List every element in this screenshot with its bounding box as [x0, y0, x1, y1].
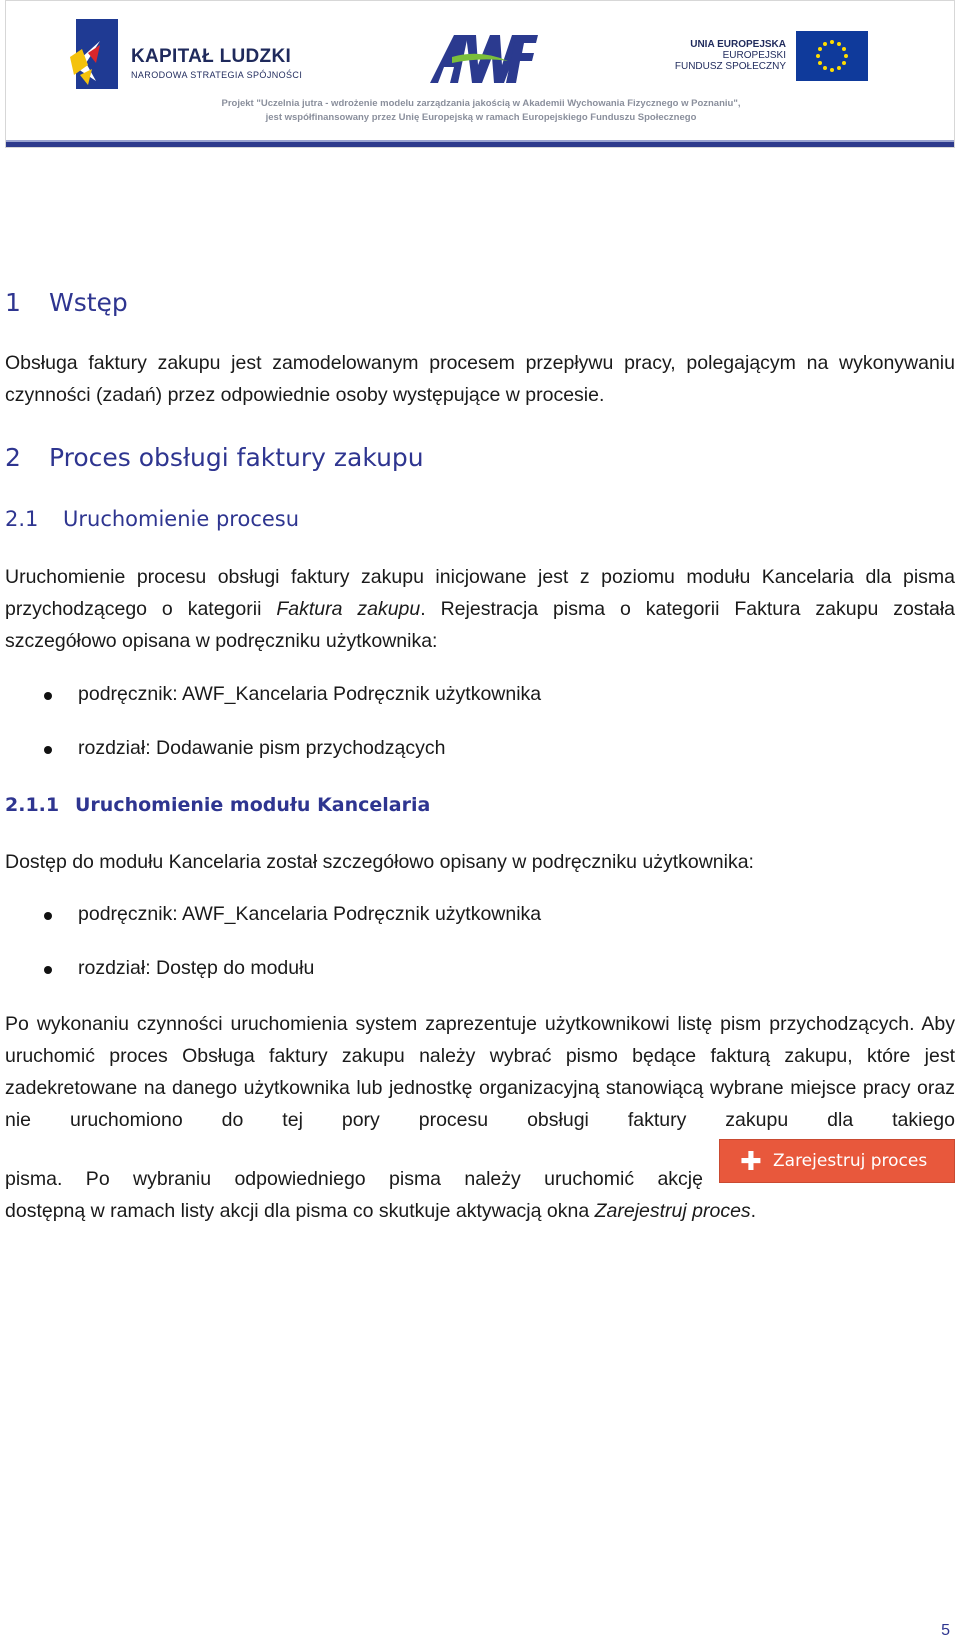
project-line-2: jest współfinansowany przez Unię Europejską w ramach Europejskiego Funduszu Społecznego	[265, 112, 697, 123]
heading-number: 2.1	[5, 507, 39, 531]
bullet-icon	[44, 966, 52, 974]
heading-uruchomienie-procesu	[5, 507, 299, 531]
kapital-ludzki-subtitle: NARODOWA STRATEGIA SPÓJNOŚCI	[131, 70, 303, 80]
list-item-text: podręcznik: AWF_Kancelaria Podręcznik użytkownika	[78, 683, 542, 705]
eu-union-label: UNIA EUROPEJSKA	[690, 39, 786, 50]
heading-title: Proces obsługi faktury zakupu	[49, 443, 424, 472]
heading-proces	[5, 443, 424, 472]
paragraph-intro: Obsługa faktury zakupu jest zamodelowanym procesem przepływu pracy, polegającym na wykonywaniu czynności (zadań) przez odpowiednie osoby występujące w procesie.	[5, 352, 955, 406]
paragraph-akcja-line2	[5, 1195, 955, 1227]
heading-uruchomienie-modulu	[5, 794, 430, 816]
paragraph-text: .	[750, 1200, 757, 1222]
paragraph-dostep: Dostęp do modułu Kancelaria został szczegółowo opisany w podręczniku użytkownika:	[5, 851, 754, 873]
header-banner	[5, 0, 955, 148]
paragraph-text: dostępną w ramach listy akcji dla pisma co skutkuje aktywacją okna	[5, 1200, 595, 1222]
list-item-text: rozdział: Dostęp do modułu	[78, 957, 315, 979]
eu-flag-icon	[796, 31, 868, 81]
paragraph-uruchomienie	[5, 561, 955, 657]
heading-number: 1	[5, 288, 21, 317]
awf-logo	[430, 31, 538, 86]
bullet-icon	[44, 692, 52, 700]
bullet-icon	[44, 912, 52, 920]
category-name: Faktura zakupu	[276, 598, 421, 620]
button-label: Zarejestruj proces	[773, 1151, 928, 1171]
eu-fund-label-2: FUNDUSZ SPOŁECZNY	[674, 61, 786, 72]
window-name: Zarejestruj proces	[594, 1200, 751, 1222]
heading-title: Uruchomienie procesu	[63, 507, 300, 531]
list-item-text: podręcznik: AWF_Kancelaria Podręcznik użytkownika	[78, 903, 542, 925]
zarejestruj-proces-button[interactable]	[719, 1139, 955, 1183]
heading-wstep	[5, 288, 128, 317]
kapital-ludzki-logo	[66, 19, 122, 89]
paragraph-text: . Rejestracja pisma o kategorii Faktura zakupu została szczegółowo opisana w podręczniku użytkownika:	[5, 598, 955, 652]
bullet-icon	[44, 746, 52, 754]
page-number: 5	[941, 1622, 950, 1639]
paragraph-akcja-line1: pisma. Po wybraniu odpowiedniego pisma należy uruchomić akcję	[5, 1168, 703, 1190]
paragraph-text: Uruchomienie procesu obsługi faktury zakupu inicjowane jest z poziomu modułu Kancelaria dla pisma przychodzącego o kategorii	[5, 566, 955, 620]
eu-fund-label-1: EUROPEJSKI	[722, 50, 786, 61]
heading-number: 2	[5, 443, 21, 472]
project-line-1: Projekt "Uczelnia jutra - wdrożenie modelu zarządzania jakością w Akademii Wychowania Fizycznego w Poznaniu",	[221, 98, 741, 109]
heading-number: 2.1.1	[5, 794, 60, 816]
heading-title: Wstęp	[49, 288, 128, 317]
paragraph-po-wykonaniu: Po wykonaniu czynności uruchomienia system zaprezentuje użytkownikowi listę pism przychodzących. Aby uruchomić proces Obsługa faktury zakupu należy wybrać pismo będące fakturą zakupu, które jest zadekretowane na danego użytkownika lub jednostkę organizacyjną stanowiącą wybrane miejsce pracy oraz nie uruchomiono do tej pory procesu obsługi faktury zakupu dla takiego	[5, 1013, 955, 1131]
heading-title: Uruchomienie modułu Kancelaria	[75, 794, 431, 816]
project-statement	[166, 97, 796, 125]
list-item-text: rozdział: Dodawanie pism przychodzących	[78, 737, 446, 759]
banner-rule	[6, 142, 954, 147]
plus-icon: ✚	[740, 1147, 762, 1177]
kapital-ludzki-title: KAPITAŁ LUDZKI	[131, 46, 292, 67]
